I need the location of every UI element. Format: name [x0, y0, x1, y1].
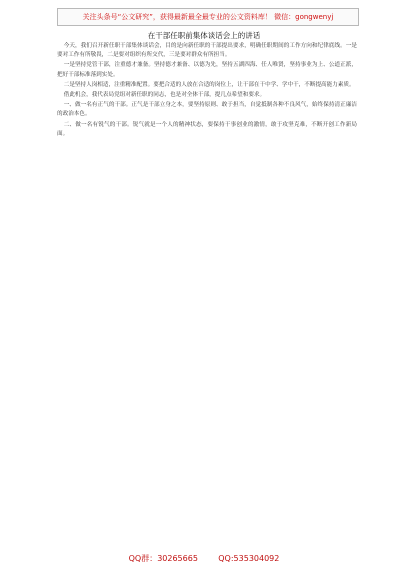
paragraph: 二、做一名有锐气的干部。锐气就是一个人的精神状态，要保持干事创业的激情，敢于攻坚克难，不断开创工作新局面。	[57, 121, 357, 137]
paragraph: 今天，我们召开新任职干部集体谈话会，目的是向新任职的干部提出要求，明确任职期间的工作方向和纪律底线。一是要对工作有所敬畏，二是要对组织有所交代，三是要对群众有所担当。	[57, 43, 357, 59]
document-title: 在干部任职前集体谈话会上的讲话	[147, 31, 261, 40]
document-body	[57, 42, 357, 547]
footer-contact: QQ群：30265665 QQ:535304092	[128, 554, 280, 563]
paragraph: 二是坚持人岗相适，注重精准配置。要把合适的人放在合适的岗位上，让干部在干中学、学中干，不断提高能力素质。	[63, 81, 355, 88]
promo-banner: 关注头条号“公文研究”，获得最新最全最专业的公文资料库！ 微信：gongwenyj	[57, 8, 359, 26]
paragraph: 一、做一名有正气的干部。正气是干部立身之本，要坚持原则、敢于担当，自觉抵制各种不良风气，始终保持清正廉洁的政治本色。	[57, 102, 357, 118]
paragraph: 一是坚持党管干部，注重德才兼备。坚持德才兼备、以德为先，坚持五湖四海、任人唯贤，坚持事业为上、公道正派，把好干部标准落到实处。	[57, 62, 357, 78]
paragraph: 借此机会，我代表局党组对新任职的同志，也是对全体干部，提几点希望和要求。	[63, 92, 266, 99]
